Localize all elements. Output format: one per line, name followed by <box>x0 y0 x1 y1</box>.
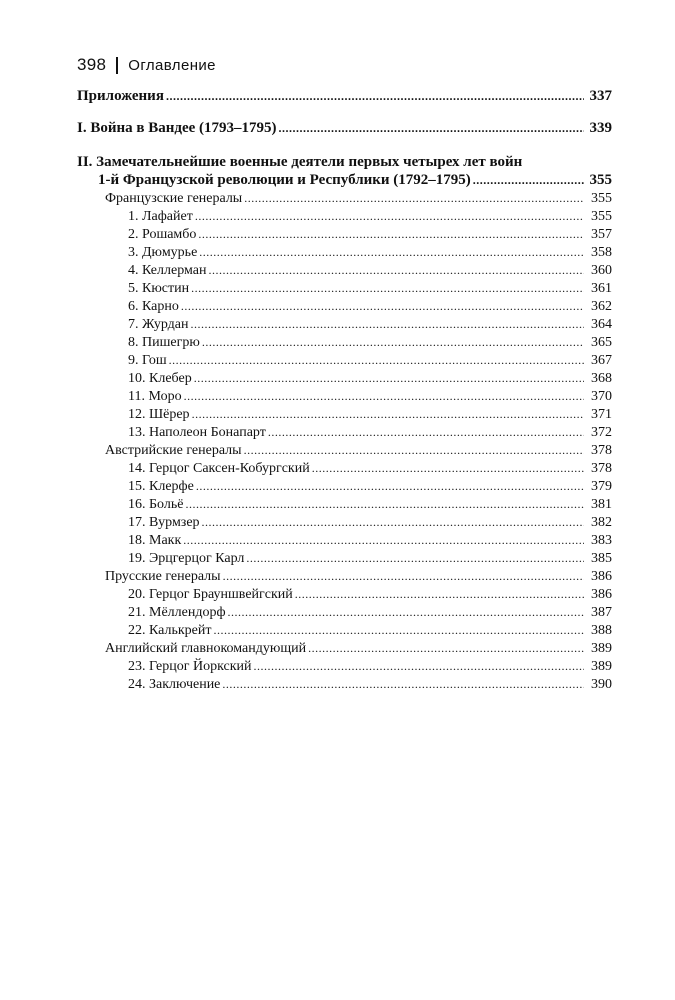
toc-item-label: 11. Моро <box>128 389 182 404</box>
toc-item[interactable] <box>77 353 612 371</box>
toc-item[interactable] <box>77 659 612 677</box>
toc-entry-page: 355 <box>589 172 612 188</box>
toc-item[interactable] <box>77 407 612 425</box>
leader-dots <box>244 191 584 206</box>
leader-dots <box>191 281 584 296</box>
toc-item-label: 6. Карно <box>128 299 179 314</box>
leader-dots <box>244 443 584 458</box>
toc-item-label: 7. Журдан <box>128 317 189 332</box>
toc-item-page: 372 <box>591 425 612 440</box>
toc-group-french-generals[interactable] <box>77 191 612 209</box>
toc-item[interactable] <box>77 371 612 389</box>
toc-item-page: 367 <box>591 353 612 368</box>
toc-item-label: 8. Пишегрю <box>128 335 200 350</box>
toc-item-page: 355 <box>591 209 612 224</box>
toc-item[interactable] <box>77 479 612 497</box>
toc-group-austrian-generals[interactable] <box>77 443 612 461</box>
toc-entry-page: 386 <box>591 569 612 584</box>
leader-dots <box>202 335 584 350</box>
leader-dots <box>208 263 584 278</box>
leader-dots <box>312 461 584 476</box>
toc-item-page: 385 <box>591 551 612 566</box>
toc-item[interactable] <box>77 263 612 281</box>
toc-item[interactable] <box>77 389 612 407</box>
toc-item-page: 389 <box>591 659 612 674</box>
toc-entry-label: Австрийские генералы <box>105 443 242 458</box>
toc-entry-page: 339 <box>589 120 612 136</box>
toc-entry-vendee-war[interactable] <box>77 120 612 140</box>
toc-item-label: 21. Мёллендорф <box>128 605 226 620</box>
page-number: 398 <box>77 55 107 74</box>
toc-item-label: 22. Калькрейт <box>128 623 212 638</box>
toc-item-page: 358 <box>591 245 612 260</box>
toc-item-page: 360 <box>591 263 612 278</box>
leader-dots <box>198 227 584 242</box>
toc-item[interactable] <box>77 425 612 443</box>
toc-item[interactable] <box>77 551 612 569</box>
toc-group-prussian-generals[interactable] <box>77 569 612 587</box>
toc-item[interactable] <box>77 209 612 227</box>
toc-item[interactable] <box>77 623 612 641</box>
toc-item-page: 364 <box>591 317 612 332</box>
leader-dots <box>181 299 584 314</box>
toc-entry-label: Английский главнокомандующий <box>105 641 307 656</box>
toc-item-label: 4. Келлерман <box>128 263 207 278</box>
leader-dots <box>185 497 584 512</box>
toc-item-label: 18. Макк <box>128 533 182 548</box>
toc-item-page: 379 <box>591 479 612 494</box>
leader-dots <box>222 677 584 692</box>
toc-item-page: 383 <box>591 533 612 548</box>
toc-item-page: 382 <box>591 515 612 530</box>
leader-dots <box>194 371 584 386</box>
toc-item[interactable] <box>77 677 612 695</box>
toc-item-page: 387 <box>591 605 612 620</box>
leader-dots <box>473 173 584 188</box>
leader-dots <box>191 317 584 332</box>
leader-dots <box>192 407 584 422</box>
toc-item-label: 1. Лафайет <box>128 209 193 224</box>
toc-item-page: 381 <box>591 497 612 512</box>
toc-item-page: 370 <box>591 389 612 404</box>
toc-item-page: 361 <box>591 281 612 296</box>
leader-dots <box>214 623 585 638</box>
section-2-title-line-1[interactable]: II. Замечательнейшие военные деятели первых четырех лет войн <box>77 154 523 170</box>
toc-item-label: 20. Герцог Брауншвейгский <box>128 587 293 602</box>
toc-item-page: 365 <box>591 335 612 350</box>
leader-dots <box>279 121 584 136</box>
toc-entry-page: 355 <box>591 191 612 206</box>
leader-dots <box>166 89 584 104</box>
toc-item[interactable] <box>77 281 612 299</box>
leader-dots <box>183 533 584 548</box>
toc-item-label: 10. Клебер <box>128 371 192 386</box>
toc-entry-section-2[interactable] <box>77 172 612 191</box>
toc-item-label: 23. Герцог Йоркский <box>128 659 252 674</box>
toc-item-label: 13. Наполеон Бонапарт <box>128 425 266 440</box>
table-of-contents <box>77 88 612 695</box>
toc-item[interactable] <box>77 317 612 335</box>
leader-dots <box>246 551 584 566</box>
toc-item[interactable] <box>77 533 612 551</box>
leader-dots <box>295 587 584 602</box>
toc-item-label: 5. Кюстин <box>128 281 190 296</box>
toc-item-label: 24. Заключение <box>128 677 221 692</box>
toc-entry-page: 378 <box>591 443 612 458</box>
toc-entry-label: 1-й Французской революции и Республики (1792–1795) <box>98 172 471 188</box>
page-header <box>77 55 216 75</box>
toc-item-page: 378 <box>591 461 612 476</box>
toc-item[interactable] <box>77 497 612 515</box>
leader-dots <box>223 569 584 584</box>
toc-item-page: 390 <box>591 677 612 692</box>
toc-entry-label: Приложения <box>77 88 164 104</box>
toc-item[interactable] <box>77 587 612 605</box>
toc-item-page: 386 <box>591 587 612 602</box>
toc-item[interactable] <box>77 335 612 353</box>
toc-item-label: 3. Дюмурье <box>128 245 198 260</box>
toc-item[interactable] <box>77 605 612 623</box>
header-separator <box>116 57 118 74</box>
toc-entry-page: 389 <box>591 641 612 656</box>
toc-entry-label: Прусские генералы <box>105 569 221 584</box>
toc-item-page: 362 <box>591 299 612 314</box>
leader-dots <box>196 479 584 494</box>
toc-item-label: 14. Герцог Саксен-Кобургский <box>128 461 310 476</box>
toc-item-label: 17. Вурмзер <box>128 515 200 530</box>
toc-item[interactable] <box>77 515 612 533</box>
toc-item[interactable] <box>77 227 612 245</box>
toc-item-page: 371 <box>591 407 612 422</box>
toc-item-label: 9. Гош <box>128 353 167 368</box>
leader-dots <box>228 605 584 620</box>
toc-item-page: 388 <box>591 623 612 638</box>
toc-entry-appendices[interactable] <box>77 88 612 108</box>
leader-dots <box>268 425 584 440</box>
leader-dots <box>308 641 584 656</box>
toc-entry-label: Французские генералы <box>105 191 243 206</box>
toc-item-page: 368 <box>591 371 612 386</box>
toc-entry-page: 337 <box>589 88 612 104</box>
toc-item-page: 357 <box>591 227 612 242</box>
leader-dots <box>195 209 584 224</box>
toc-item-label: 19. Эрцгерцог Карл <box>128 551 245 566</box>
leader-dots <box>184 389 584 404</box>
toc-item-label: 16. Больё <box>128 497 184 512</box>
toc-group-english-commander[interactable] <box>77 641 612 659</box>
leader-dots <box>199 245 584 260</box>
toc-item[interactable] <box>77 245 612 263</box>
toc-item-label: 12. Шёрер <box>128 407 190 422</box>
leader-dots <box>254 659 584 674</box>
toc-item-label: 15. Клерфе <box>128 479 194 494</box>
toc-item-label: 2. Рошамбо <box>128 227 197 242</box>
leader-dots <box>169 353 584 368</box>
running-head: Оглавление <box>128 56 216 74</box>
toc-entry-label: I. Война в Вандее (1793–1795) <box>77 120 277 136</box>
toc-item[interactable] <box>77 461 612 479</box>
toc-item[interactable] <box>77 299 612 317</box>
leader-dots <box>202 515 584 530</box>
